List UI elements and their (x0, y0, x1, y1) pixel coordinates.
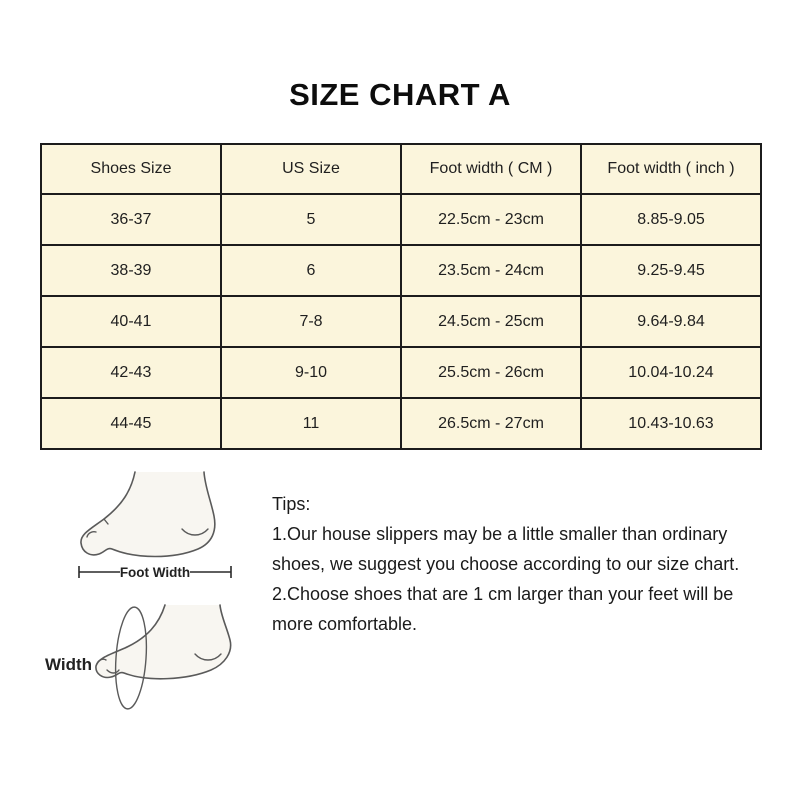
foot-width-label: Foot Width (119, 565, 191, 580)
table-row (41, 347, 761, 398)
table-cell: 10.43-10.63 (581, 398, 761, 449)
table-cell: 23.5cm - 24cm (401, 245, 581, 296)
page-title: SIZE CHART A (289, 76, 511, 112)
foot-girth-ellipse-illustration (43, 600, 241, 720)
table-cell: 24.5cm - 25cm (401, 296, 581, 347)
tip-item-1: 1.Our house slippers may be a little smaller than ordinary shoes, we suggest you choose according to our size chart. (272, 524, 740, 574)
column-header-us-size: US Size (221, 144, 401, 194)
tips-heading: Tips: (272, 494, 311, 514)
table-cell: 5 (221, 194, 401, 245)
table-cell: 38-39 (41, 245, 221, 296)
table-cell: 44-45 (41, 398, 221, 449)
foot-girth-diagram (43, 600, 241, 725)
table-cell: 25.5cm - 26cm (401, 347, 581, 398)
table-cell: 22.5cm - 23cm (401, 194, 581, 245)
table-cell: 9.25-9.45 (581, 245, 761, 296)
table-cell: 9-10 (221, 347, 401, 398)
column-header-foot-width-cm: Foot width ( CM ) (401, 144, 581, 194)
foot-side-view-illustration (73, 469, 237, 583)
table-row (41, 296, 761, 347)
table-cell: 42-43 (41, 347, 221, 398)
table-cell: 36-37 (41, 194, 221, 245)
table-cell: 9.64-9.84 (581, 296, 761, 347)
foot-width-diagram (73, 469, 237, 588)
tips-block (272, 489, 774, 639)
table-cell: 8.85-9.05 (581, 194, 761, 245)
table-header-row (41, 144, 761, 194)
foot-width-measure-line (79, 565, 231, 580)
table-row (41, 245, 761, 296)
size-chart-table (40, 143, 762, 450)
table-cell: 7-8 (221, 296, 401, 347)
table-cell: 11 (221, 398, 401, 449)
column-header-foot-width-inch: Foot width ( inch ) (581, 144, 761, 194)
table-row (41, 194, 761, 245)
table-cell: 26.5cm - 27cm (401, 398, 581, 449)
tip-item-2: 2.Choose shoes that are 1 cm larger than your feet will be more comfortable. (272, 584, 734, 634)
table-cell: 10.04-10.24 (581, 347, 761, 398)
table-row (41, 398, 761, 449)
width-label: Width (45, 655, 93, 674)
table-cell: 6 (221, 245, 401, 296)
column-header-shoes-size: Shoes Size (41, 144, 221, 194)
table-cell: 40-41 (41, 296, 221, 347)
